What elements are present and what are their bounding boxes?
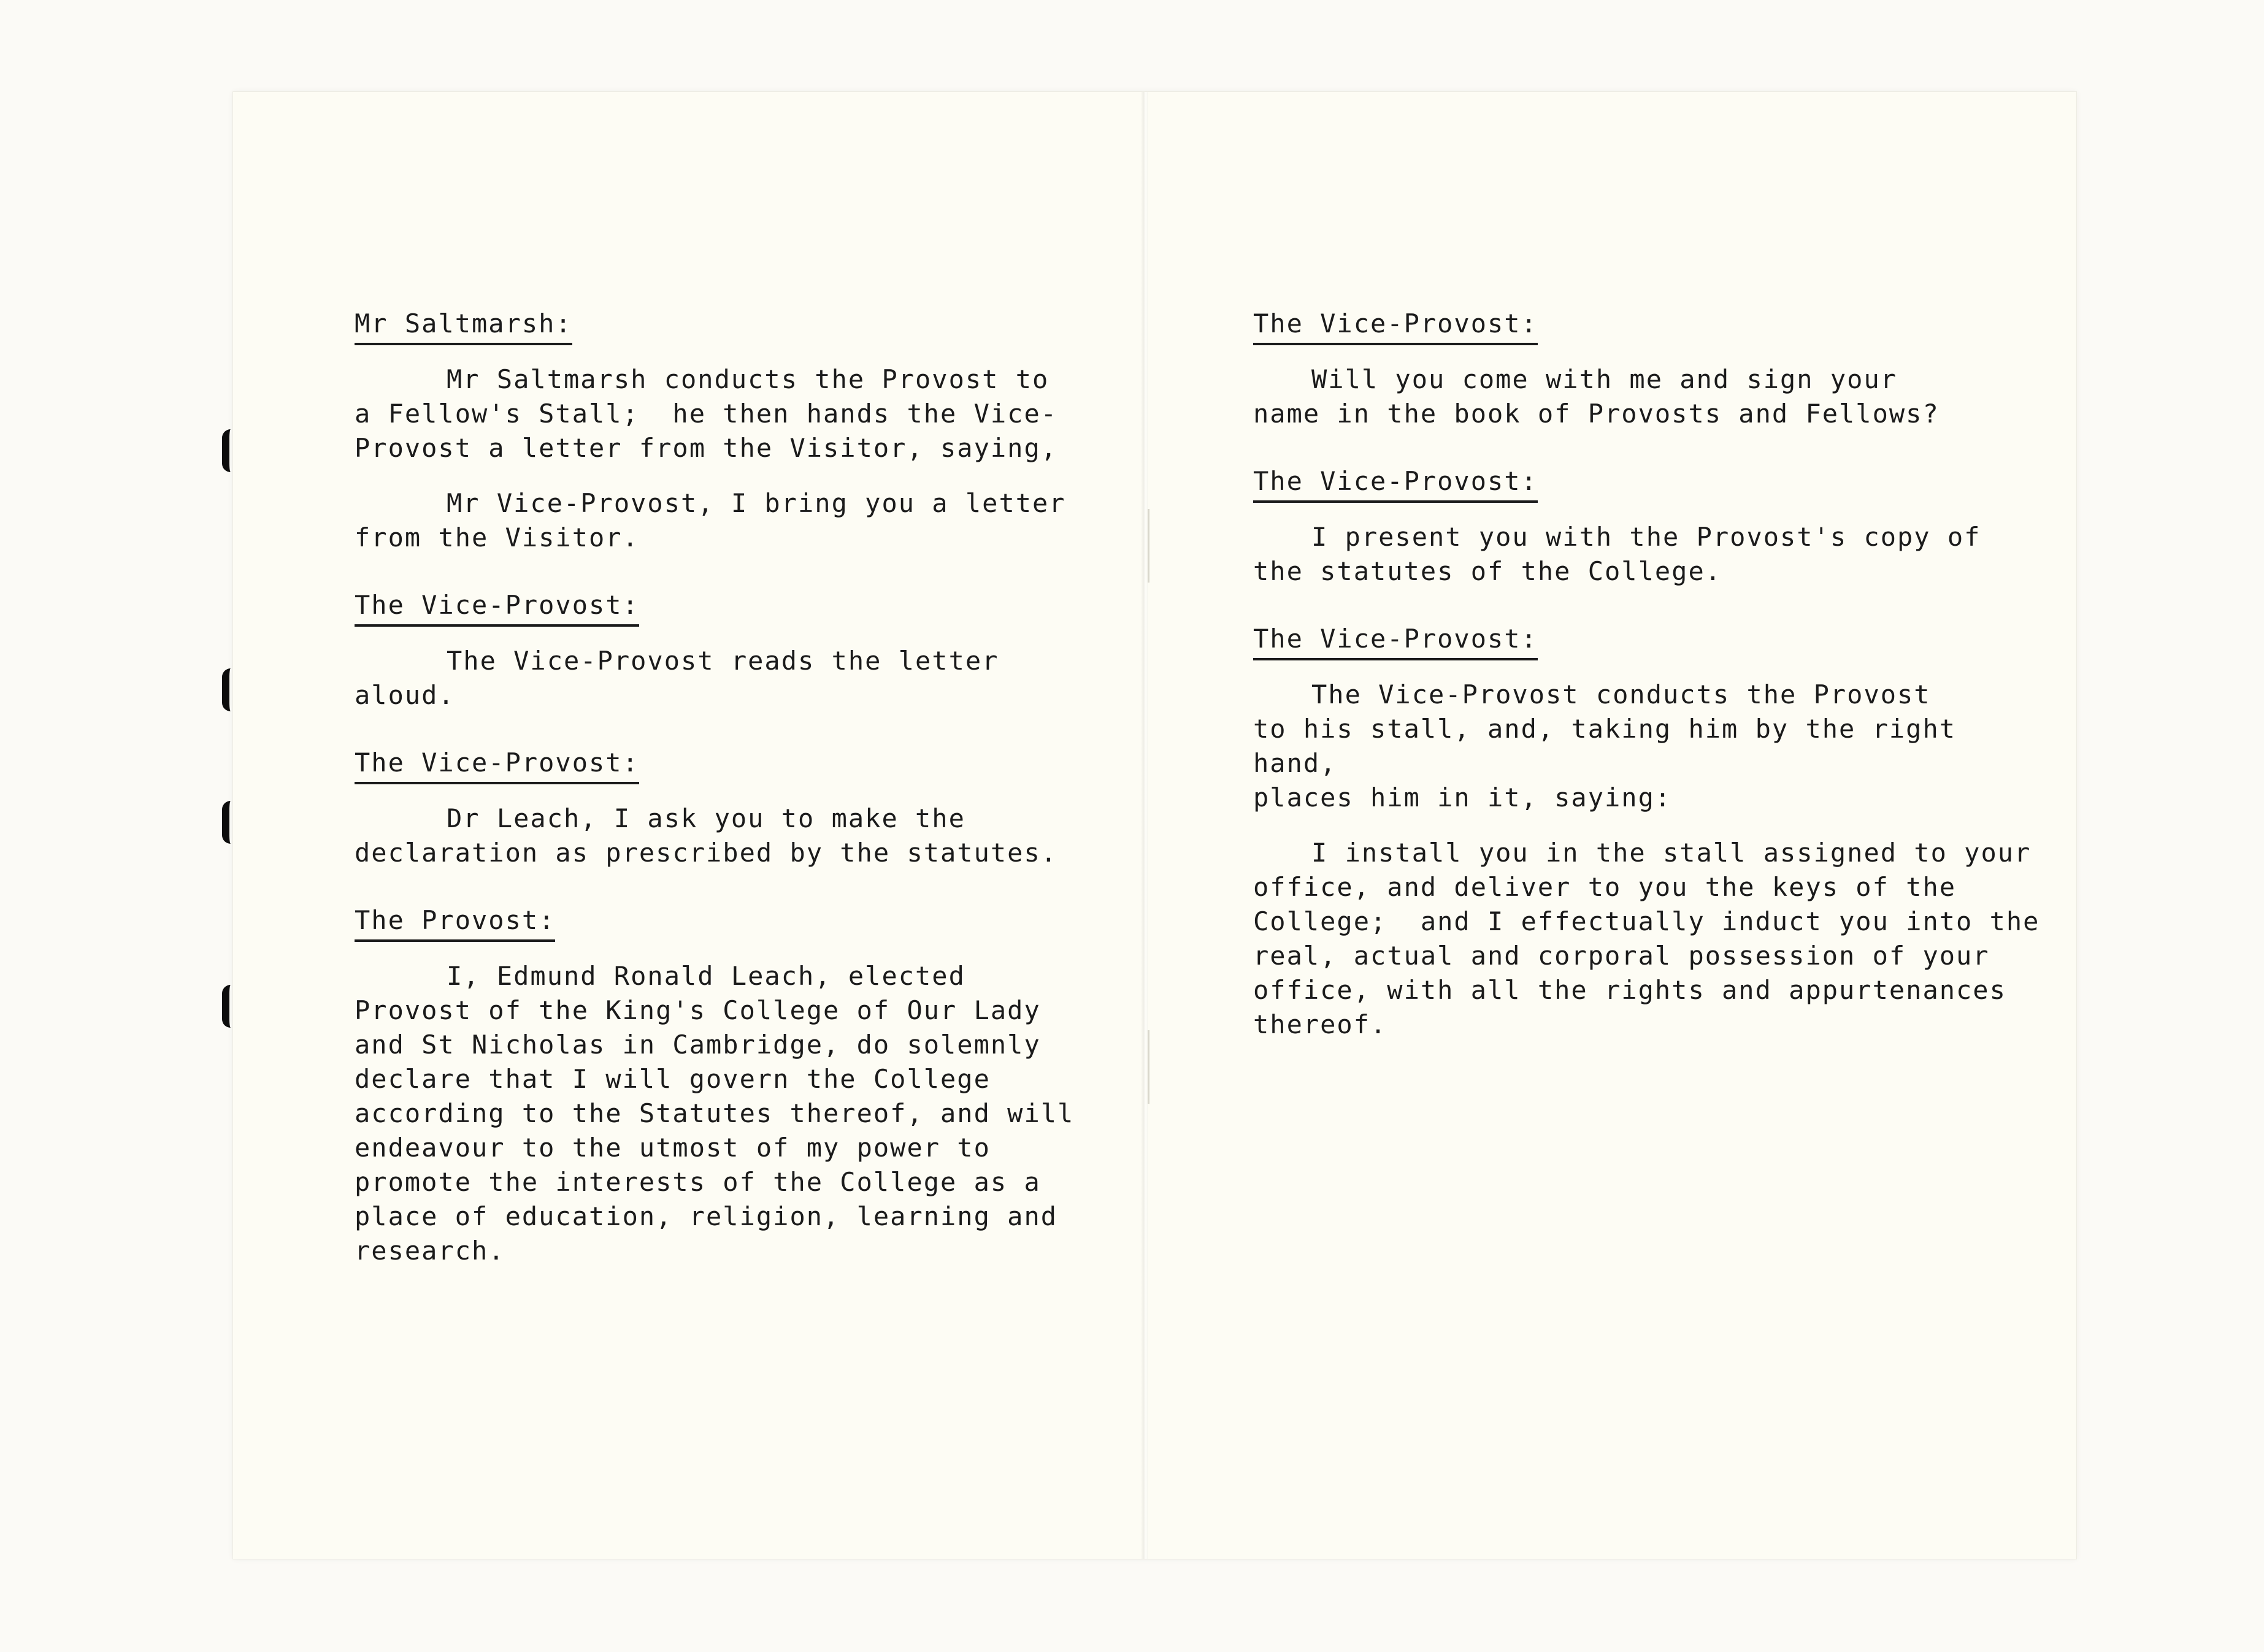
left-page xyxy=(355,307,1091,1301)
speech-text: Will you come with me and sign your name in the book of Provosts and Fellows? xyxy=(1253,364,1940,429)
speaker-heading: The Provost: xyxy=(355,903,555,942)
speaker-heading: Mr Saltmarsh: xyxy=(355,307,572,345)
speech-text: I present you with the Provost's copy of the statutes of the College. xyxy=(1253,522,1981,586)
right-page xyxy=(1253,307,2044,1075)
center-fold xyxy=(1141,92,1148,1559)
speaker-heading: The Vice-Provost: xyxy=(355,588,639,627)
stage-direction: The Vice-Provost conducts the Provost to his stall, and, taking him by the right hand, places him in it, saying: xyxy=(1253,679,1957,813)
speech-text: Mr Vice-Provost, I bring you a letter from the Visitor. xyxy=(355,488,1066,553)
margin-bracket-1 xyxy=(222,429,239,472)
installation-text: I install you in the stall assigned to your office, and deliver to you the keys of the College; and I effectually induct you into the real, actual and corporal possession of your office, with all the rights and appurtenances thereof. xyxy=(1253,838,2040,1039)
right-block-3 xyxy=(1253,622,2044,1042)
margin-bracket-3 xyxy=(222,801,239,844)
staple-top xyxy=(1148,509,1149,583)
speaker-heading: The Vice-Provost: xyxy=(1253,622,1538,660)
left-block-2 xyxy=(355,588,1091,713)
speaker-heading: The Vice-Provost: xyxy=(355,746,639,784)
left-block-3 xyxy=(355,746,1091,870)
margin-bracket-4 xyxy=(222,985,239,1028)
left-block-1 xyxy=(355,307,1091,555)
staple-bottom xyxy=(1148,1030,1149,1104)
speaker-heading: The Vice-Provost: xyxy=(1253,307,1538,345)
stage-direction: The Vice-Provost reads the letter aloud. xyxy=(355,646,1016,710)
right-block-1 xyxy=(1253,307,2044,431)
left-block-4 xyxy=(355,903,1091,1268)
margin-bracket-2 xyxy=(222,668,239,711)
stage-direction: Mr Saltmarsh conducts the Provost to a Fellow's Stall; he then hands the Vice- Provost a letter from the Visitor, saying, xyxy=(355,364,1058,463)
right-block-2 xyxy=(1253,464,2044,589)
declaration-text: I, Edmund Ronald Leach, elected Provost of the King's College of Our Lady and St Nicholas in Cambridge, do solemnly declare that I will govern the College according to the Statutes thereof, and will endeavour to the utmost of my power to promote the interests of the College as a place of education, religion, learning and research. xyxy=(355,961,1075,1266)
speech-text: Dr Leach, I ask you to make the declaration as prescribed by the statutes. xyxy=(355,803,1058,868)
speaker-heading: The Vice-Provost: xyxy=(1253,464,1538,503)
